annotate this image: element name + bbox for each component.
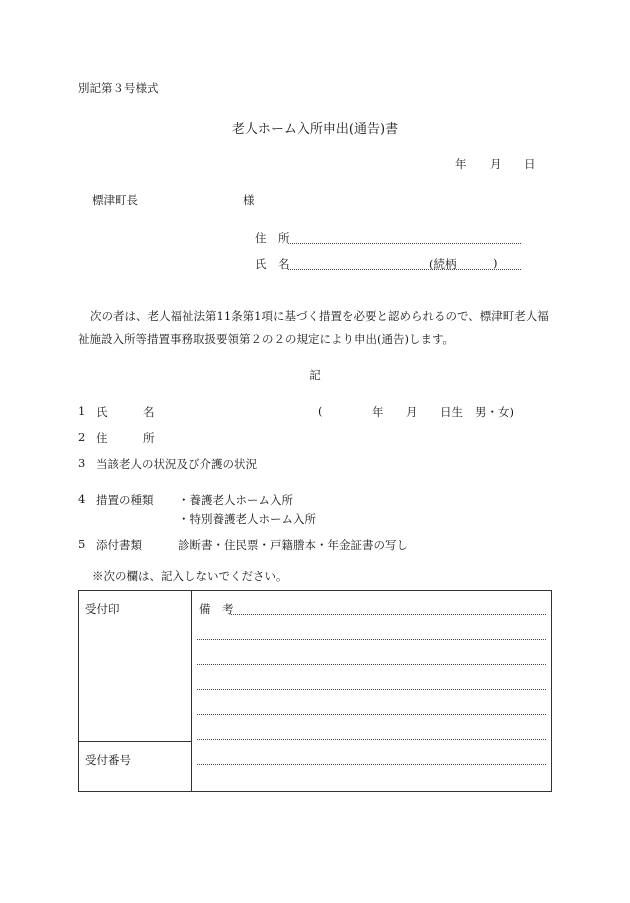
applicant-name-field[interactable] [288, 269, 521, 270]
date-day-label: 日 [524, 157, 536, 171]
item3-label: 当該老人の状況及び介護の状況 [96, 457, 257, 471]
reception-number-label: 受付番号 [85, 753, 131, 767]
addressee-name: 標津町長 [92, 193, 138, 207]
applicant-address-label: 住 所 [255, 231, 290, 245]
remarks-line[interactable] [197, 664, 546, 665]
box-divider-vertical [191, 591, 192, 791]
office-use-note: ※次の欄は、記入しないでください。 [92, 569, 288, 583]
date-month-label: 月 [490, 157, 502, 171]
box-divider-horizontal [79, 741, 191, 742]
date-year-label: 年 [455, 157, 467, 171]
body-paragraph [78, 305, 556, 351]
document-title: 老人ホーム入所申出(通告)書 [231, 122, 399, 137]
remarks-line[interactable] [197, 764, 546, 765]
item1-year: 年 [372, 405, 384, 419]
item1-number: 1 [78, 404, 86, 418]
relation-close: ) [493, 256, 498, 270]
remarks-line[interactable] [197, 639, 546, 640]
remarks-line[interactable] [197, 689, 546, 690]
item1-month: 月 [406, 405, 418, 419]
relation-open: (続柄 [429, 257, 457, 271]
item1-paren-open: ( [318, 404, 323, 418]
item1-label-a: 氏 [96, 405, 108, 419]
item1-birth: 日生 [440, 405, 463, 419]
item5-number: 5 [78, 537, 86, 551]
item4-number: 4 [78, 492, 86, 506]
item1-label-b: 名 [143, 405, 155, 419]
addressee-honorific: 様 [243, 193, 255, 207]
applicant-address-field[interactable] [288, 243, 521, 244]
item1-sex: 男・女) [475, 405, 514, 419]
applicant-name-label: 氏 名 [255, 257, 290, 271]
item2-label-a: 住 [96, 431, 108, 445]
item3-number: 3 [78, 456, 86, 470]
body-text: 次の者は、老人福祉法第11条第1項に基づく措置を必要と認められるので、標津町老人福祉施設入所等措置事務取扱要領第２の２の規定により申出(通告)します。 [78, 309, 549, 346]
office-use-box [78, 590, 552, 792]
item4-option: ・特別養護老人ホーム入所 [178, 512, 316, 526]
reception-stamp-label: 受付印 [85, 602, 120, 616]
remarks-line[interactable] [231, 614, 546, 615]
item4-option: ・養護老人ホーム入所 [178, 493, 293, 507]
item5-value: 診断書・住民票・戸籍謄本・年金証書の写し [178, 538, 408, 552]
remarks-line[interactable] [197, 714, 546, 715]
form-id: 別記第３号様式 [78, 81, 159, 95]
item2-label-b: 所 [143, 431, 155, 445]
item2-number: 2 [78, 430, 86, 444]
item4-label: 措置の種類 [96, 493, 154, 507]
remarks-line[interactable] [197, 739, 546, 740]
remarks-label: 備 考 [199, 602, 234, 616]
ki-heading: 記 [309, 368, 321, 382]
item5-label: 添付書類 [96, 538, 142, 552]
